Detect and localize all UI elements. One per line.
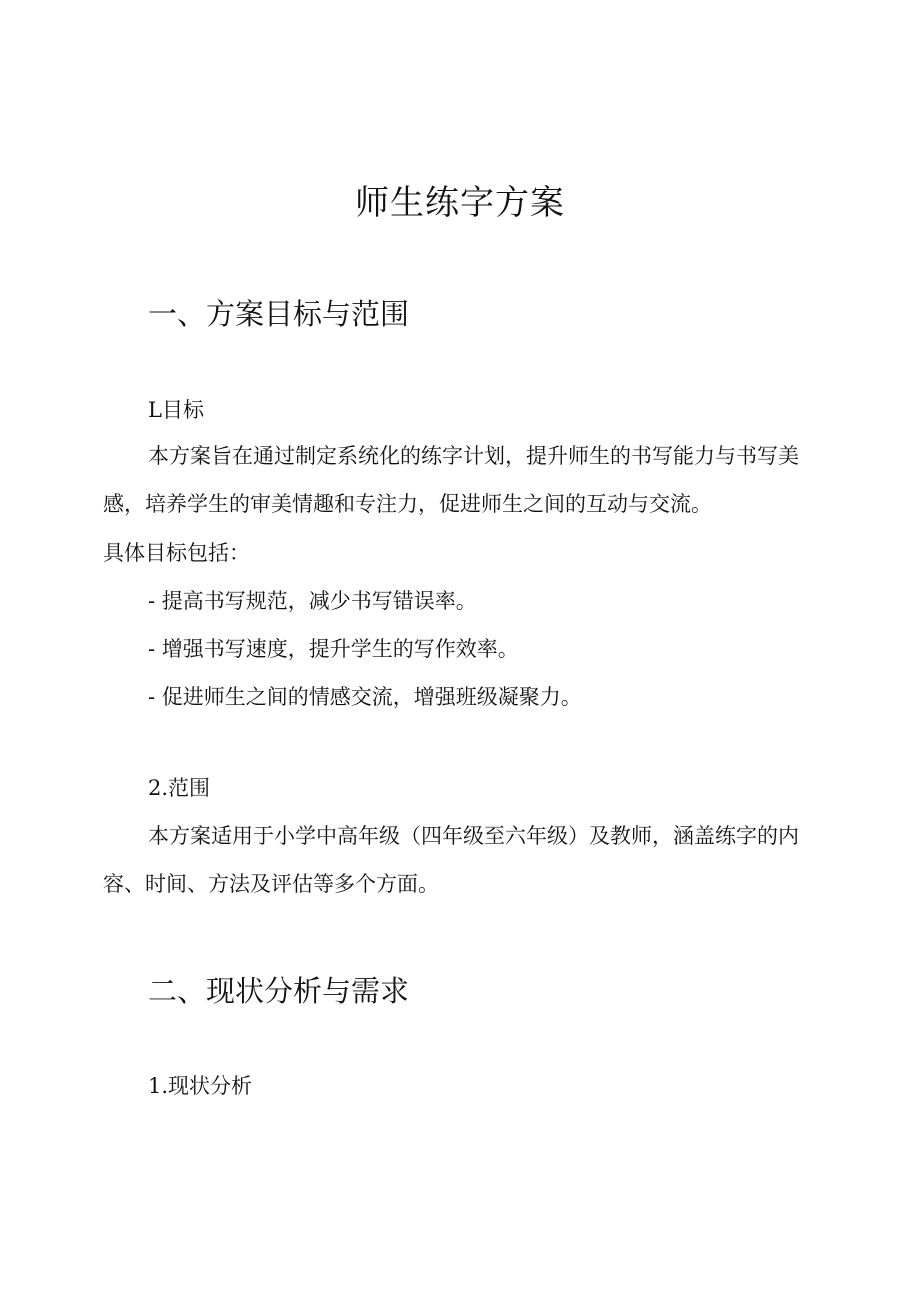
goal-bullet-1: - 提高书写规范，减少书写错误率。 xyxy=(148,589,477,613)
goal-bullet-2: - 增强书写速度，提升学生的写作效率。 xyxy=(148,637,519,661)
goal-list-intro: 具体目标包括： xyxy=(103,541,250,565)
document-title: 师生练字方案 xyxy=(355,183,565,223)
section-1-heading: 一、方案目标与范围 xyxy=(148,297,410,331)
goal-bullet-3: - 促进师生之间的情感交流，增强班级凝聚力。 xyxy=(148,685,582,709)
subsection-status-heading: 1.现状分析 xyxy=(148,1074,253,1098)
subsection-goal-heading: L目标 xyxy=(148,398,204,422)
scope-paragraph: 本方案适用于小学中高年级（四年级至六年级）及教师，涵盖练字的内容、时间、方法及评估等多个方面。 xyxy=(103,824,799,896)
section-2-heading: 二、现状分析与需求 xyxy=(148,974,410,1008)
subsection-scope-heading: 2.范围 xyxy=(148,776,211,800)
goal-paragraph: 本方案旨在通过制定系统化的练字计划，提升师生的书写能力与书写美感，培养学生的审美情趣和专注力，促进师生之间的互动与交流。 xyxy=(103,444,799,516)
